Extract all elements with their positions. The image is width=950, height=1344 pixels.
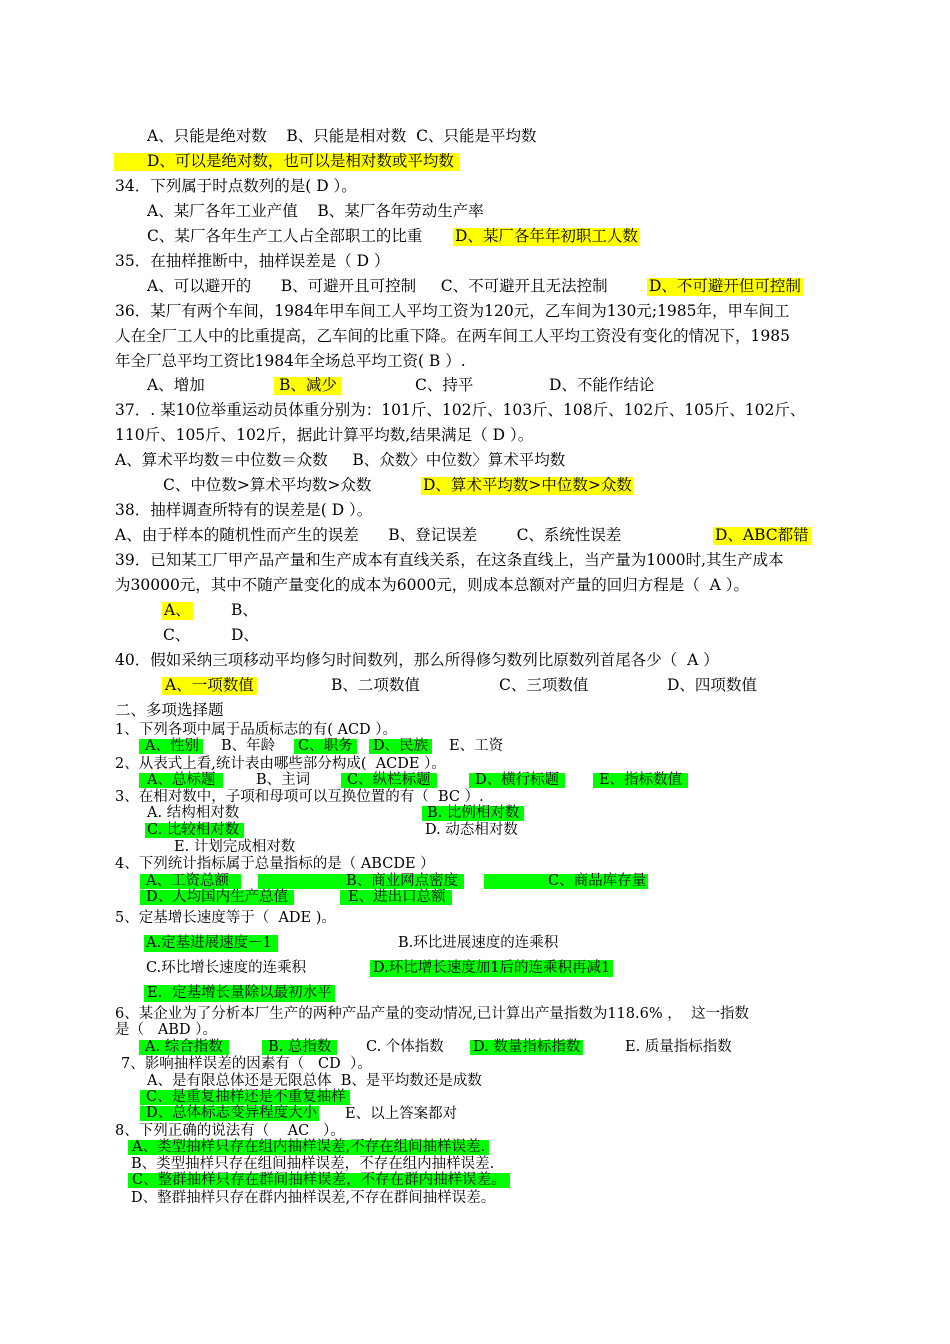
m7-option-d-answer: D、总体标志变异程度大小 xyxy=(140,1106,319,1121)
m6-option-d-answer: D. 数量指标指数 xyxy=(470,1040,583,1055)
q35-options-abc: A、可以避开的 B、可避开且可控制 C、不可避开且无法控制 xyxy=(147,277,608,295)
m6-stem-line2: 是（ ABD ）。 xyxy=(115,1022,217,1038)
q39-stem-line1: 39．已知某工厂甲产品产量和生产成本有直线关系，在这条直线上，当产量为1000时,其生产成本 xyxy=(115,551,784,569)
q39-option-b: B、 xyxy=(231,601,258,619)
q40-option-a-answer: A、一项数值 xyxy=(162,677,257,695)
q40-option-b: B、二项数值 xyxy=(331,676,420,694)
m1-stem: 1、下列各项中属于品质标志的有( ACD ）。 xyxy=(115,722,398,738)
m1-option-c-answer: C、职务 xyxy=(294,739,357,754)
q36-stem-line2: 人在全厂工人中的比重提高，乙车间的比重下降。在两车间工人平均工资没有变化的情况下，1985 xyxy=(115,327,790,345)
m6-stem-line1: 6、某企业为了分析本厂生产的两种产品产量的变动情况,已计算出产量指数为118.6% ， 这一指数 xyxy=(115,1006,749,1022)
m3-option-c-answer: C. 比较相对数 xyxy=(145,823,244,838)
q38-option-d-answer: D、ABC都错 xyxy=(715,526,809,544)
m2-option-a-answer: A、总标题 xyxy=(139,773,223,788)
q37-stem-line1: 37．. 某10位举重运动员体重分别为：101斤、102斤、103斤、108斤、102斤、105斤、102斤、 xyxy=(115,401,806,419)
q35-option-d-answer: D、不可避开但可控制 xyxy=(649,277,801,295)
q39-option-d: D、 xyxy=(231,626,259,644)
m7-stem: 7、影响抽样误差的因素有（ CD ）。 xyxy=(121,1056,372,1072)
m7-options-ab: A、是有限总体还是无限总体 B、是平均数还是成数 xyxy=(147,1073,482,1089)
m4-option-c-answer: C、商品库存量 xyxy=(484,874,648,889)
m4-option-a-answer: A、工资总额 xyxy=(140,874,241,889)
q34-option-c: C、某厂各年生产工人占全部职工的比重 xyxy=(147,227,423,245)
q39-stem-line2: 为30000元，其中不随产量变化的成本为6000元，则成本总额对产量的回归方程是（ A ）。 xyxy=(115,576,749,594)
q35-stem: 35．在抽样推断中，抽样误差是（ D ） xyxy=(115,252,390,270)
q37-stem-line2: 110斤、105斤、102斤，据此计算平均数,结果满足（ D ）。 xyxy=(115,426,534,444)
q36-option-d: D、不能作结论 xyxy=(549,376,655,394)
m1-option-d-answer: D、民族 xyxy=(369,739,432,754)
q38-stem: 38．抽样调查所特有的误差是( D ）。 xyxy=(115,501,373,519)
q40-stem: 40．假如采纳三项移动平均修匀时间数列，那么所得修匀数列比原数列首尾各少（ A ） xyxy=(115,651,719,669)
m8-stem: 8、下列正确的说法有（ AC ）。 xyxy=(115,1123,345,1139)
q39-option-a-answer: A、 xyxy=(164,601,191,619)
q38-options-abc: A、由于样本的随机性而产生的误差 B、登记误差 C、系统性误差 xyxy=(115,526,622,544)
m2-option-c-answer: C、纵栏标题 xyxy=(341,773,437,788)
q34-option-d-answer: D、某厂各年年初职工人数 xyxy=(455,227,638,245)
q33-options-abc: A、只能是绝对数 B、只能是相对数 C、只能是平均数 xyxy=(147,127,537,145)
m6-option-c: C. 个体指数 xyxy=(366,1039,444,1055)
q36-option-b-answer: B、减少 xyxy=(274,377,342,395)
m5-option-a-answer: A.定基进展速度－1 xyxy=(144,935,278,952)
m3-stem: 3、在相对数中，子项和母项可以互换位置的有（ BC ）. xyxy=(115,789,484,805)
m6-option-a-answer: A. 综合指数 xyxy=(139,1040,229,1055)
m7-option-c-answer: C、是重复抽样还是不重复抽样 xyxy=(140,1090,350,1105)
q40-option-c: C、三项数值 xyxy=(499,676,589,694)
m1-option-b: B、年龄 xyxy=(221,738,276,754)
q34-options-ab: A、某厂各年工业产值 B、某厂各年劳动生产率 xyxy=(147,202,484,220)
m5-stem: 5、定基增长速度等于（ ADE )。 xyxy=(115,910,336,926)
m8-option-a-answer: A、类型抽样只存在组内抽样误差,不存在组间抽样误差. xyxy=(128,1140,489,1155)
m7-option-e: E、以上答案都对 xyxy=(345,1106,458,1122)
m1-option-a-answer: A、性别 xyxy=(139,739,203,754)
m6-option-b-answer: B. 总指数 xyxy=(262,1040,337,1055)
q37-option-c: C、中位数>算术平均数>众数 xyxy=(163,476,372,494)
m3-option-d: D. 动态相对数 xyxy=(425,822,518,838)
m5-option-e-answer: E．定基增长量除以最初水平 xyxy=(144,985,335,1002)
m6-option-e: E. 质量指标指数 xyxy=(625,1039,732,1055)
q36-stem-line1: 36．某厂有两个车间，1984年甲车间工人平均工资为120元，乙车间为130元;1985年，甲车间工 xyxy=(115,302,790,320)
q37-option-d-answer: D、算术平均数>中位数>众数 xyxy=(423,476,632,494)
m1-option-e: E、工资 xyxy=(449,738,504,754)
m8-option-c-answer: C、整群抽样只存在群间抽样误差，不存在群内抽样误差。 xyxy=(128,1173,510,1188)
q37-options-ab: A、算术平均数＝中位数＝众数 B、众数〉中位数〉算术平均数 xyxy=(115,451,566,469)
m2-option-b: B、主词 xyxy=(256,772,311,788)
m2-option-e-answer: E、指标数值 xyxy=(593,773,688,788)
m3-option-a: A. 结构相对数 xyxy=(147,805,240,821)
m5-option-b: B.环比进展速度的连乘积 xyxy=(398,935,559,951)
q34-stem: 34．下列属于时点数列的是( D ）。 xyxy=(115,177,357,195)
m4-option-b-answer: B、商业网点密度 xyxy=(258,874,464,889)
m4-option-d-answer: D、人均国内生产总值 xyxy=(140,890,294,905)
m5-option-d-answer: D.环比增长速度加1后的连乘积再减1 xyxy=(370,960,613,977)
m5-option-c: C.环比增长速度的连乘积 xyxy=(146,960,307,976)
m8-option-d: D、整群抽样只存在群内抽样误差,不存在群间抽样误差。 xyxy=(131,1190,496,1206)
q36-stem-line3: 年全厂总平均工资比1984年全场总平均工资( B ）. xyxy=(115,352,466,370)
m4-option-e-answer: E、进出口总额 xyxy=(340,890,452,905)
m3-option-e: E. 计划完成相对数 xyxy=(174,839,296,855)
q36-option-c: C、持平 xyxy=(415,376,474,394)
m3-option-b-answer: B. 比例相对数 xyxy=(422,806,524,821)
q33-option-d-answer: D、可以是绝对数，也可以是相对数或平均数 xyxy=(114,153,460,171)
q36-option-a: A、增加 xyxy=(147,376,205,394)
m2-stem: 2、从表式上看,统计表由哪些部分构成( ACDE ）。 xyxy=(115,756,446,772)
q39-option-c: C、 xyxy=(163,626,191,644)
section-heading-multiple-choice: 二、多项选择题 xyxy=(115,701,224,719)
q40-option-d: D、四项数值 xyxy=(667,676,757,694)
m8-option-b: B、类型抽样只存在组间抽样误差，不存在组内抽样误差. xyxy=(131,1156,495,1172)
m4-stem: 4、下列统计指标属于总量指标的是（ ABCDE ） xyxy=(115,856,435,872)
m2-option-d-answer: D、横行标题 xyxy=(469,773,565,788)
